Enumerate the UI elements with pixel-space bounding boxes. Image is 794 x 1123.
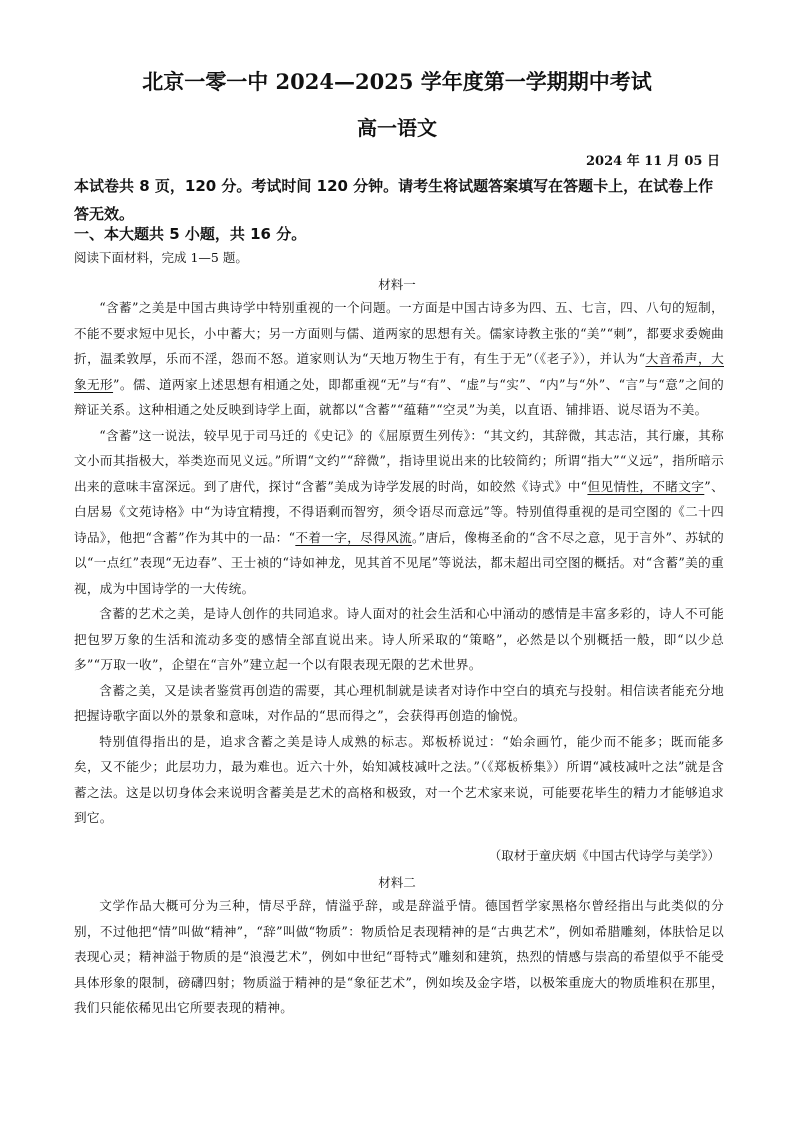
material1-heading: 材料一 <box>378 277 416 292</box>
material2-body <box>74 893 724 1021</box>
material2-paragraph: 文学作品大概可分为三种，情尽乎辞，情溢乎辞，或是辞溢乎情。德国哲学家黑格尔曾经指出与此类似的分别，不过他把“情”叫做“精神”，“辞”叫做“物质”：物质恰足表现精神的是“古典艺术”，例如希腊雕刻，体肤恰足以表现心灵；精神溢于物质的是“浪漫艺术”，例如中世纪“哥特式”雕刻和建筑，热烈的情感与崇高的希望似乎不能受具体形象的限制，磅礴四射；物质溢于精神的是“象征艺术”，例如埃及金字塔，以极笨重庞大的物质堆积在那里，我们只能依稀见出它所要表现的精神。 <box>74 898 724 1015</box>
exam-date: 2024 年 11 月 05 日 <box>586 154 720 169</box>
material1-paragraph <box>74 295 724 423</box>
material1-paragraph: 含蓄之美，又是读者鉴赏再创造的需要，其心理机制就是读者对诗作中空白的填充与投射。相信读者能充分地把握诗歌字面以外的景象和意味，对作品的“思而得之”，会获得再创造的愉悦。 <box>74 682 724 723</box>
material1-source: （取材于童庆炳《中国古代诗学与美学》） <box>488 848 720 863</box>
subject-title: 高一语文 <box>357 116 437 140</box>
section-instruction: 阅读下面材料，完成 1—5 题。 <box>74 250 248 265</box>
material1-paragraph: 含蓄的艺术之美，是诗人创作的共同追求。诗人面对的社会生活和心中涌动的感情是丰富多彩的，诗人不可能把包罗万象的生活和流动多变的感情全部直说出来。诗人所采取的“策略”，必然是以个别概括一般，即“以少总多”“万取一收”，企望在“言外”建立起一个以有限表现无限的艺术世界。 <box>74 606 724 672</box>
material1-paragraph <box>74 423 724 602</box>
underlined-quote: 但见情性，不睹文字 <box>587 478 705 494</box>
material1-paragraph: 特别值得指出的是，追求含蓄之美是诗人成熟的标志。郑板桥说过：“始余画竹，能少而不能多；既而能多矣，又不能少；此层功力，最为难也。近六十外，始知减枝减叶之法。”（《郑板桥集》）所谓“减枝减叶之法”就是含蓄之法。这是以切身体会来说明含蓄美是艺术的高格和极致，对一个艺术家来说，可能要花毕生的精力才能够追求到它。 <box>74 733 724 825</box>
text-run: 。”唐后，像梅圣俞的“含不尽之意，见于言外”、苏轼的以“一点红”表现“无边春”、王士祯的“诗如神龙，见其首不见尾”等说法，都未超出司空图的概括。对“含蓄”美的重视，成为中国诗学的一大传统。 <box>74 529 725 596</box>
text-run: “含蓄”之美是中国古典诗学中特别重视的一个问题。一方面是中国古诗多为四、五、七言，四、八句的短制，不能不要求短中见长，小中蓄大；另一方面则与儒、道两家的思想有关。儒家诗教主张的“美”“刺”，都要求委婉曲折，温柔敦厚，乐而不淫，怨而不怒。道家则认为“天地万物生于有，有生于无”（《老子》），并认为“ <box>74 300 724 366</box>
exam-notice: 本试卷共 8 页，120 分。考试时间 120 分钟。请考生将试题答案填写在答题卡上，在试卷上作答无效。 <box>74 177 714 223</box>
material2-heading: 材料二 <box>378 875 416 890</box>
underlined-quote: 大音希声，大象无形 <box>74 351 724 392</box>
section-title: 一、本大题共 5 小题，共 16 分。 <box>74 225 307 243</box>
underlined-quote: 不着一字，尽得风流 <box>295 529 412 545</box>
text-run: “含蓄”这一说法，较早见于司马迁的《史记》的《屈原贾生列传》：“其文约，其辞微，其志洁，其行廉，其称文小而其指极大，举类迩而见义远。”所谓“文约”“辞微”，指诗里说出来的比较简约；所谓“指大”“义远”，指所暗示出来的意味丰富深远。到了唐代，探讨“含蓄”美成为诗学发展的时尚，如皎然《诗式》中“ <box>74 427 724 494</box>
material1-body <box>74 295 724 831</box>
exam-title: 北京一零一中 2024—2025 学年度第一学期期中考试 <box>142 69 652 94</box>
text-run: ”、白居易《文苑诗格》中“为诗宜精搜，不得语剩而智穷，须令语尽而意远”等。特别值得重视的是司空图的《二十四诗品》，他把“含蓄”作为其中的一品：“ <box>74 478 724 545</box>
text-run: ”。儒、道两家上述思想有相通之处，即都重视“无”与“有”、“虚”与“实”、“内”与“外”、“言”与“意”之间的辩证关系。这种相通之处反映到诗学上面，就都以“含蓄”“蕴藉”“空灵”为美，以直语、铺排语、说尽语为不美。 <box>74 376 724 417</box>
